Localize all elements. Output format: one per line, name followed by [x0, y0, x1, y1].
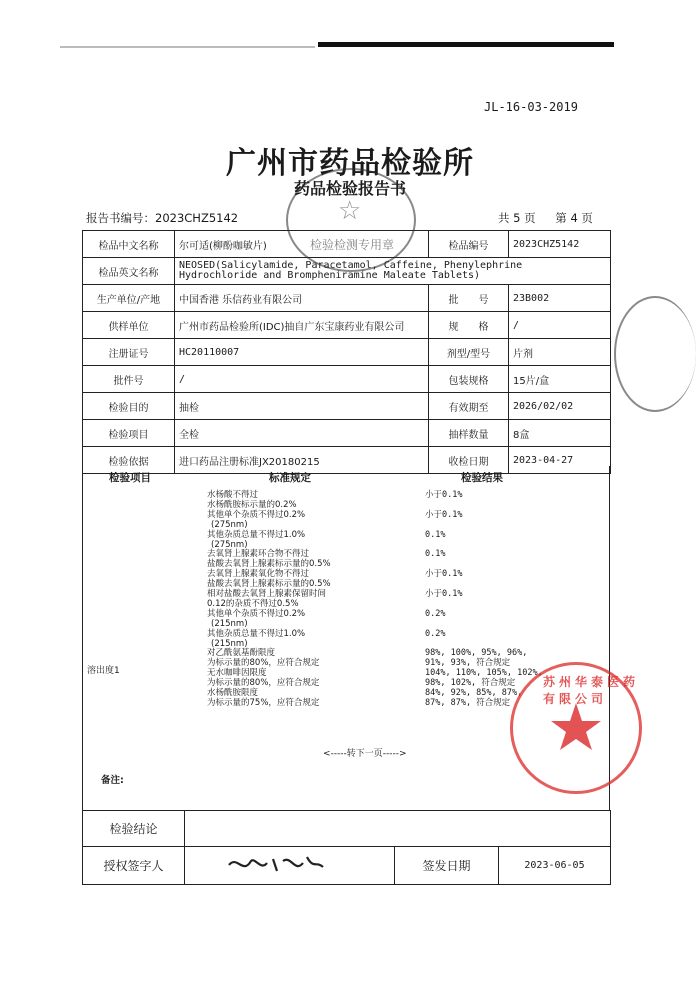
- sample-no-label: 检品编号: [429, 231, 509, 258]
- inspection-stamp: [286, 168, 416, 272]
- signature-table: [82, 810, 611, 885]
- top-rule-light: [60, 46, 315, 48]
- supplier-label: 供样单位: [83, 312, 175, 339]
- purpose-label: 检验目的: [83, 393, 175, 420]
- sign-date-label: 签发日期: [395, 847, 499, 885]
- result-value: 0.2%: [425, 628, 446, 639]
- lot-value: /: [175, 366, 429, 393]
- result-value: 87%, 87%, 符合规定: [425, 697, 511, 708]
- supplier-value: 广州市药品检验所(IDC)抽自广东宝康药业有限公司: [175, 312, 429, 339]
- standard-line: 其他杂质总量不得过1.0%: [207, 628, 306, 639]
- page-subtitle: 药品检验报告书: [293, 179, 406, 198]
- current-page: 第 4 页: [555, 211, 593, 225]
- maker-value: 中国香港 乐信药业有限公司: [175, 285, 429, 312]
- standard-line: 盐酸去氧肾上腺素标示量的0.5%: [207, 559, 331, 570]
- qty-label: 抽样数量: [429, 420, 509, 447]
- page-title: 广州市药品检验所: [226, 146, 474, 181]
- result-value: 0.1%: [425, 549, 446, 560]
- result-value: 84%, 92%, 85%, 87%,: [425, 688, 523, 698]
- basis-value: 进口药品注册标准JX20180215: [175, 447, 429, 474]
- pack-label: 包装规格: [429, 366, 509, 393]
- standard-line: 盐酸去氧肾上腺素标示量的0.5%: [207, 579, 331, 590]
- form-value: 片剂: [509, 339, 611, 366]
- expiry-value: 2026/02/02: [509, 393, 611, 420]
- inspection-stamp-text: 检验检测专用章: [310, 238, 395, 252]
- standard-line: (275nm): [211, 519, 248, 530]
- standard-line: (215nm): [211, 638, 248, 649]
- recv-value: 2023-04-27: [509, 447, 611, 474]
- page-count: [494, 210, 593, 226]
- sample-no-value: 2023CHZ5142: [509, 231, 611, 258]
- edge-stamp: [614, 296, 696, 412]
- cn-name-value: 尔可适(柳酚咖敏片): [175, 231, 429, 258]
- conclusion-label: 检验结论: [83, 811, 185, 847]
- expiry-label: 有效期至: [429, 393, 509, 420]
- company-stamp: [510, 662, 642, 794]
- batch-label: 批 号: [429, 285, 509, 312]
- standard-line: 水杨酸不得过: [207, 490, 259, 500]
- total-pages: 共 5 页: [498, 211, 536, 225]
- items-value: 全检: [175, 420, 429, 447]
- standard-line: (215nm): [211, 618, 248, 629]
- maker-label: 生产单位/产地: [83, 285, 175, 312]
- conclusion-value: [185, 811, 611, 847]
- standard-line: 其他杂质总量不得过1.0%: [207, 529, 306, 540]
- standard-line: 为标示量的75%，应符合规定: [207, 697, 320, 708]
- standard-line: 去氧肾上腺素氧化物不得过: [207, 569, 310, 580]
- reg-value: HC20110007: [175, 339, 429, 366]
- reg-label: 注册证号: [83, 339, 175, 366]
- sign-date-value: 2023-06-05: [499, 847, 611, 885]
- en-name-value: NEOSED(Salicylamide, Paracetamol, Caffeine, Phenylephrine Hydrochloride and Brompheniramine Maleate Tablets): [175, 258, 611, 285]
- dissolution-label: 溶出度1: [87, 666, 120, 676]
- standard-line: 相对盐酸去氧肾上腺素保留时间: [207, 589, 327, 599]
- result-value: 小于0.1%: [425, 569, 463, 580]
- results-standard-header: 标准规定: [269, 472, 311, 484]
- en-name-label: 检品英文名称: [83, 258, 175, 285]
- continued-note: <-----转下一页----->: [323, 749, 407, 759]
- result-value: 98%, 100%, 95%, 96%,: [425, 648, 528, 659]
- standard-line: 水杨酰胺限度: [207, 688, 259, 698]
- signature: [185, 847, 395, 885]
- standard-line: 对乙酰氨基酚限度: [207, 648, 276, 659]
- standard-line: 水杨酰胺标示量的0.2%: [207, 499, 297, 510]
- qty-value: 8盒: [509, 420, 611, 447]
- star-icon: ☆: [338, 196, 362, 226]
- result-value: 104%, 110%, 105%, 102%,: [425, 668, 543, 679]
- company-stamp-text: 苏州华泰医药有限公司: [543, 675, 640, 706]
- standard-line: 为标示量的80%，应符合规定: [207, 678, 320, 689]
- spec-label: 规 格: [429, 312, 509, 339]
- results-item-header: 检验项目: [109, 472, 151, 484]
- purpose-value: 抽检: [175, 393, 429, 420]
- standard-line: 无水咖啡因限度: [207, 668, 267, 679]
- top-rule-dark: [318, 42, 614, 47]
- standard-line: 其他单个杂质不得过0.2%: [207, 608, 306, 619]
- items-label: 检验项目: [83, 420, 175, 447]
- result-value: 小于0.1%: [425, 509, 463, 520]
- result-value: 0.2%: [425, 608, 446, 619]
- cn-name-label: 检品中文名称: [83, 231, 175, 258]
- result-value: 98%, 102%, 符合规定: [425, 678, 516, 689]
- handwritten-signature: [191, 849, 341, 879]
- result-value: 小于0.1%: [425, 490, 463, 500]
- standard-line: 0.12的杂质不得过0.5%: [207, 598, 299, 609]
- recv-label: 收检日期: [429, 447, 509, 474]
- document-code: JL-16-03-2019: [484, 100, 578, 114]
- standard-line: 去氧肾上腺素环合物不得过: [207, 549, 310, 560]
- results-result-header: 检验结果: [461, 472, 503, 484]
- report-number: 报告书编号：2023CHZ5142: [86, 211, 239, 225]
- result-value: 0.1%: [425, 529, 446, 540]
- lot-label: 批件号: [83, 366, 175, 393]
- remark-label: 备注:: [101, 775, 124, 786]
- result-value: 91%, 93%, 符合规定: [425, 658, 511, 669]
- signer-label: 授权签字人: [83, 847, 185, 885]
- form-label: 剂型/型号: [429, 339, 509, 366]
- spec-value: /: [509, 312, 611, 339]
- standard-line: 为标示量的80%，应符合规定: [207, 658, 320, 669]
- batch-value: 23B002: [509, 285, 611, 312]
- standard-line: (275nm): [211, 539, 248, 550]
- basis-label: 检验依据: [83, 447, 175, 474]
- result-value: 小于0.1%: [425, 589, 463, 599]
- standard-line: 其他单个杂质不得过0.2%: [207, 509, 306, 520]
- pack-value: 15片/盒: [509, 366, 611, 393]
